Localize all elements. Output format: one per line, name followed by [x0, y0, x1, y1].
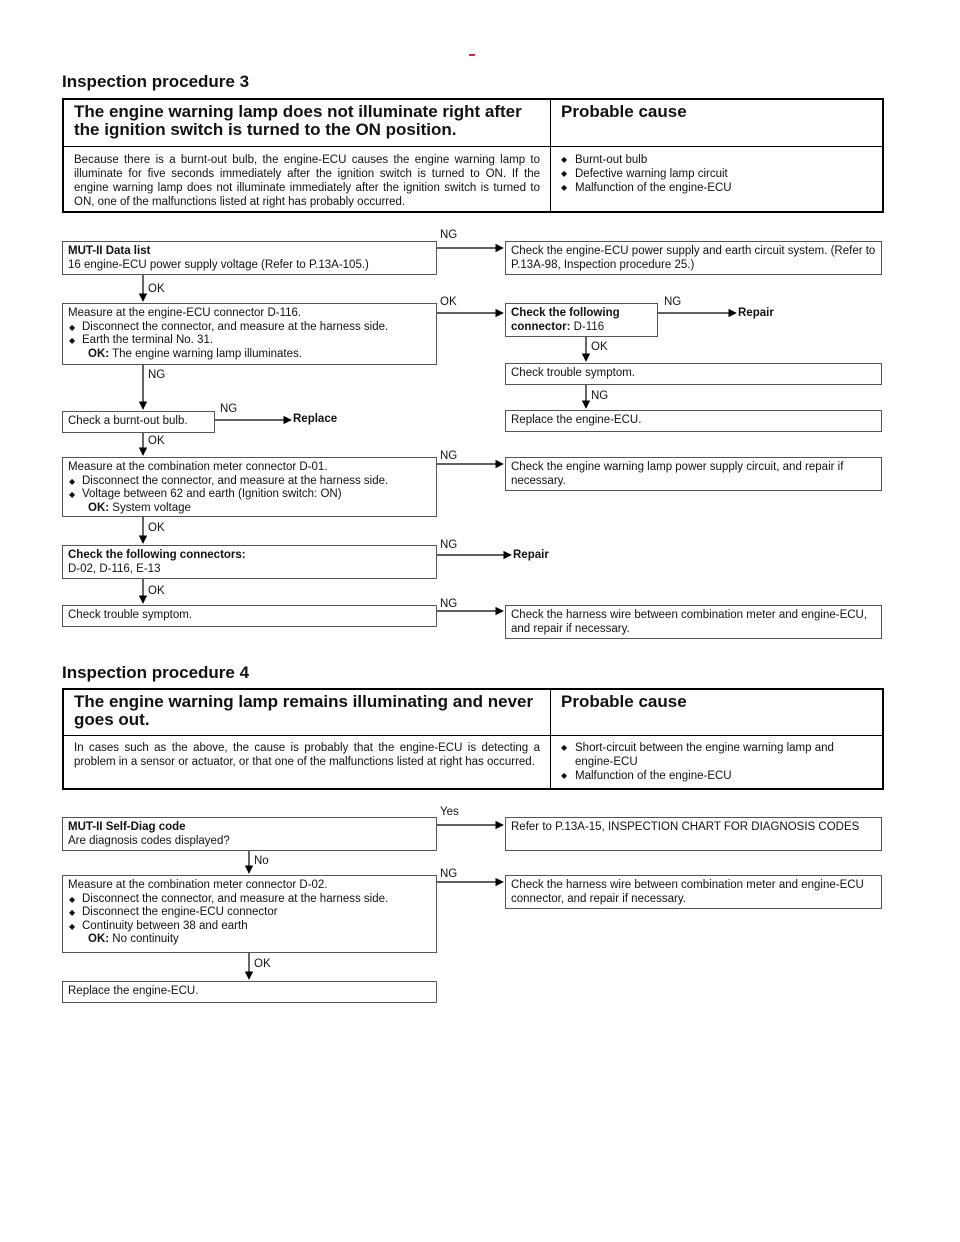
cause-item: ◆ Burnt-out bulb [561, 153, 872, 167]
proc3-cause-header: Probable cause [561, 102, 687, 121]
step-text: D-116 [573, 320, 605, 333]
step-title: MUT-II Self-Diag code [68, 821, 186, 833]
label-ng: NG [440, 229, 458, 241]
p3-repair-1: Repair [738, 307, 774, 319]
proc4-description: In cases such as the above, the cause is probably that the engine-ECU is detecting a problem in a sensor or actuator, or that one of the malfunctions listed at right has occurred. [74, 742, 540, 768]
p3-replace-engine-ecu: Replace the engine-ECU. [505, 410, 882, 432]
p3-repair-2: Repair [513, 549, 549, 561]
ok-text: System voltage [112, 501, 191, 514]
label-ng: NG [440, 598, 458, 610]
proc4-heading: Inspection procedure 4 [62, 663, 250, 682]
label-no: No [254, 855, 269, 867]
step-item: ◆ Disconnect the connector, and measure at the harness side. [68, 321, 431, 335]
p4-ng-harness-wire: Check the harness wire between combination meter and engine-ECU connector, and repair if necessary. [505, 875, 882, 909]
label-ok: OK [254, 958, 271, 970]
ok-label: OK: [88, 933, 110, 945]
p3-ng-power-supply-check: Check the engine-ECU power supply and earth circuit system. (Refer to P.13A-98, Inspection procedure 25.) [505, 241, 882, 275]
step-text: Are diagnosis codes displayed? [68, 834, 230, 847]
label-ng: NG [220, 403, 238, 415]
label-yes: Yes [440, 806, 459, 818]
label-ng: NG [440, 450, 458, 462]
step-title: MUT-II Data list [68, 245, 151, 257]
p3-check-trouble-symptom: Check trouble symptom. [62, 605, 437, 627]
proc3-heading: Inspection procedure 3 [62, 72, 250, 91]
step-item: ◆ Disconnect the connector, and measure at the harness side. [68, 893, 431, 907]
ok-label: OK: [88, 347, 110, 360]
proc3-title: The engine warning lamp does not illuminate right after the ignition switch is turned to the ON position. [74, 102, 522, 139]
p3-check-trouble-symptom-right: Check trouble symptom. [505, 363, 882, 385]
step-text: Measure at the engine-ECU connector D-116. [68, 307, 302, 319]
step-text: 16 engine-ECU power supply voltage (Refer to P.13A-105.) [68, 258, 369, 271]
label-ng: NG [591, 390, 609, 402]
p3-replace: Replace [293, 413, 338, 425]
label-ok: OK [148, 522, 165, 534]
step-item: ◆ Disconnect the connector, and measure at the harness side. [68, 475, 431, 489]
step-title: Check the following connectors: [68, 549, 246, 561]
proc3-description: Because there is a burnt-out bulb, the engine-ECU causes the engine warning lamp to illuminate for five seconds immediately after the ignition switch is turned to ON. If the engine warning lamp does not illuminate immediately after the ignition switch is turned to ON, one of the malfunctions listed at right has probably occurred. [74, 154, 540, 208]
label-ok: OK [591, 341, 608, 353]
label-ng: NG [664, 296, 682, 308]
step-item: ◆ Earth the terminal No. 31. [68, 334, 431, 348]
step-item: ◆ Voltage between 62 and earth (Ignition switch: ON) [68, 488, 431, 502]
cause-item: ◆ Malfunction of the engine-ECU [561, 769, 872, 783]
p4-yes-inspection-chart: Refer to P.13A-15, INSPECTION CHART FOR DIAGNOSIS CODES [505, 817, 882, 851]
label-ng: NG [440, 539, 458, 551]
proc4-cause-header: Probable cause [561, 692, 687, 711]
label-ok: OK [440, 296, 457, 308]
label-ok: OK [148, 283, 165, 295]
p3-check-burnt-out-bulb: Check a burnt-out bulb. [62, 411, 215, 433]
label-ok: OK [148, 585, 165, 597]
step-item: ◆ Disconnect the engine-ECU connector [68, 906, 431, 920]
step-text: Measure at the combination meter connector D-01. [68, 461, 328, 473]
ok-text: The engine warning lamp illuminates. [112, 347, 302, 360]
step-title: Check the following connector: [511, 307, 620, 333]
step-text: D-02, D-116, E-13 [68, 562, 161, 575]
step-text: Measure at the combination meter connector D-02. [68, 879, 328, 891]
ok-text: No continuity [112, 933, 179, 945]
proc4-title: The engine warning lamp remains illuminating and never goes out. [74, 692, 534, 729]
step-item: ◆ Continuity between 38 and earth [68, 920, 431, 934]
label-ng: NG [148, 369, 166, 381]
cause-item: ◆ Short-circuit between the engine warning lamp and engine-ECU [561, 741, 872, 769]
cause-item: ◆ Defective warning lamp circuit [561, 167, 872, 181]
p3-ng-harness-wire: Check the harness wire between combination meter and engine-ECU, and repair if necessary. [505, 605, 882, 639]
label-ok: OK [148, 435, 165, 447]
ok-label: OK: [88, 501, 110, 514]
p4-replace-engine-ecu: Replace the engine-ECU. [62, 981, 437, 1003]
p3-ng-lamp-power-supply: Check the engine warning lamp power supply circuit, and repair if necessary. [505, 457, 882, 491]
label-ng: NG [440, 868, 458, 880]
cause-item: ◆ Malfunction of the engine-ECU [561, 181, 872, 195]
